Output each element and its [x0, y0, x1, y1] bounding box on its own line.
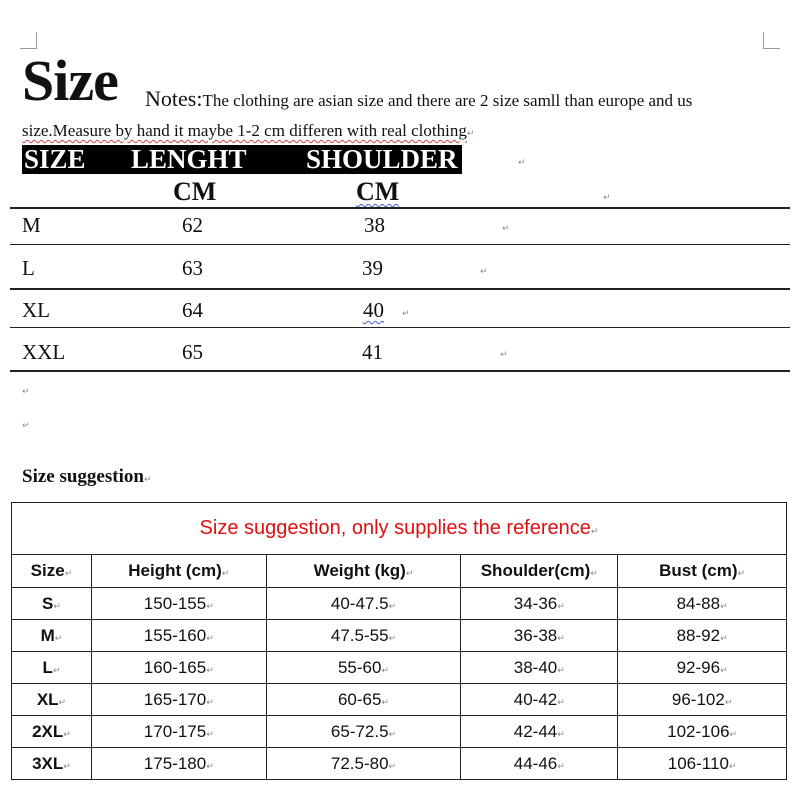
- paragraph-mark: ↵: [22, 421, 30, 431]
- table-cell: 92-96↵: [618, 652, 787, 684]
- measure-header-size: SIZE: [24, 144, 86, 174]
- paragraph-mark: ↵: [500, 350, 508, 360]
- table-cell: L↵: [12, 652, 92, 684]
- table-cell: 165-170↵: [91, 684, 266, 716]
- paragraph-mark: ↵: [480, 267, 488, 277]
- table-rule: [10, 288, 790, 290]
- measure-unit-shoulder: CM: [356, 177, 400, 206]
- table-cell: 175-180↵: [91, 748, 266, 780]
- table-row: [12, 684, 787, 716]
- table-cell: 42-44↵: [461, 716, 618, 748]
- table-cell: 150-155↵: [91, 588, 266, 620]
- table-rule: [10, 370, 790, 372]
- page-title: Size: [22, 48, 118, 113]
- column-header: Shoulder(cm)↵: [461, 555, 618, 588]
- measure-row-shoulder: 40: [363, 298, 384, 322]
- table-row: [12, 716, 787, 748]
- table-cell: 44-46↵: [461, 748, 618, 780]
- table-cell: 96-102↵: [618, 684, 787, 716]
- measure-row-length: 63: [182, 256, 203, 280]
- paragraph-mark: ↵: [603, 193, 611, 203]
- table-row: [12, 652, 787, 684]
- paragraph-mark: ↵: [22, 387, 30, 397]
- table-cell: S↵: [12, 588, 92, 620]
- table-row: [12, 620, 787, 652]
- table-cell: 106-110↵: [618, 748, 787, 780]
- size-suggestion-heading: Size suggestion↵: [22, 466, 152, 487]
- measure-row-length: 65: [182, 340, 203, 364]
- page-corner-mark-top-left: [20, 32, 37, 49]
- notes-text-2: size.Measure by hand it maybe 1-2 cm differen with real clothing: [22, 121, 467, 140]
- table-cell: 84-88↵: [618, 588, 787, 620]
- measure-unit-length: CM: [173, 177, 217, 206]
- measure-row-shoulder: 41: [362, 340, 383, 364]
- table-cell: 60-65↵: [266, 684, 461, 716]
- notes-label: Notes:: [145, 86, 203, 111]
- table-row: [12, 748, 787, 780]
- table-cell: 88-92↵: [618, 620, 787, 652]
- column-header: Height (cm)↵: [91, 555, 266, 588]
- table-rule: [10, 327, 790, 328]
- table-cell: 72.5-80↵: [266, 748, 461, 780]
- table-header-row: [12, 555, 787, 588]
- notes-text-1: The clothing are asian size and there are 2 size samll than europe and us: [202, 91, 693, 110]
- table-cell: 155-160↵: [91, 620, 266, 652]
- table-cell: 2XL↵: [12, 716, 92, 748]
- size-suggestion-table: [11, 502, 787, 780]
- column-header: Weight (kg)↵: [266, 555, 461, 588]
- measure-row-shoulder: 39: [362, 256, 383, 280]
- measure-row-length: 62: [182, 213, 203, 237]
- table-cell: 102-106↵: [618, 716, 787, 748]
- table-cell: M↵: [12, 620, 92, 652]
- paragraph-mark: ↵: [466, 129, 475, 139]
- size-suggestion-caption: Size suggestion, only supplies the reference↵: [12, 503, 787, 555]
- table-cell: XL↵: [12, 684, 92, 716]
- paragraph-mark: ↵: [143, 475, 152, 485]
- measure-row-size: XXL: [22, 340, 66, 364]
- table-row: [12, 588, 787, 620]
- column-header: Bust (cm)↵: [618, 555, 787, 588]
- table-cell: 65-72.5↵: [266, 716, 461, 748]
- table-cell: 3XL↵: [12, 748, 92, 780]
- column-header: Size↵: [12, 555, 92, 588]
- page-corner-mark-top-right: [763, 32, 780, 49]
- table-cell: 40-47.5↵: [266, 588, 461, 620]
- measure-row-size: M: [22, 213, 41, 237]
- table-cell: 34-36↵: [461, 588, 618, 620]
- table-cell: 170-175↵: [91, 716, 266, 748]
- table-cell: 40-42↵: [461, 684, 618, 716]
- table-rule: [10, 244, 790, 245]
- measure-header-shoulder: SHOULDER: [306, 144, 458, 174]
- measure-row-length: 64: [182, 298, 203, 322]
- table-rule: [10, 207, 790, 209]
- measure-row-size: XL: [22, 298, 50, 322]
- table-cell: 160-165↵: [91, 652, 266, 684]
- table-cell: 36-38↵: [461, 620, 618, 652]
- measure-row-size: L: [22, 256, 35, 280]
- notes-line-2: [22, 121, 474, 141]
- notes-line-1: [145, 86, 692, 112]
- paragraph-mark: ↵: [502, 224, 510, 234]
- table-cell: 47.5-55↵: [266, 620, 461, 652]
- measure-row-shoulder: 38: [364, 213, 385, 237]
- paragraph-mark: ↵: [402, 309, 410, 319]
- table-cell: 38-40↵: [461, 652, 618, 684]
- measure-header-length: LENGHT: [131, 144, 247, 174]
- paragraph-mark: ↵: [518, 158, 526, 168]
- table-cell: 55-60↵: [266, 652, 461, 684]
